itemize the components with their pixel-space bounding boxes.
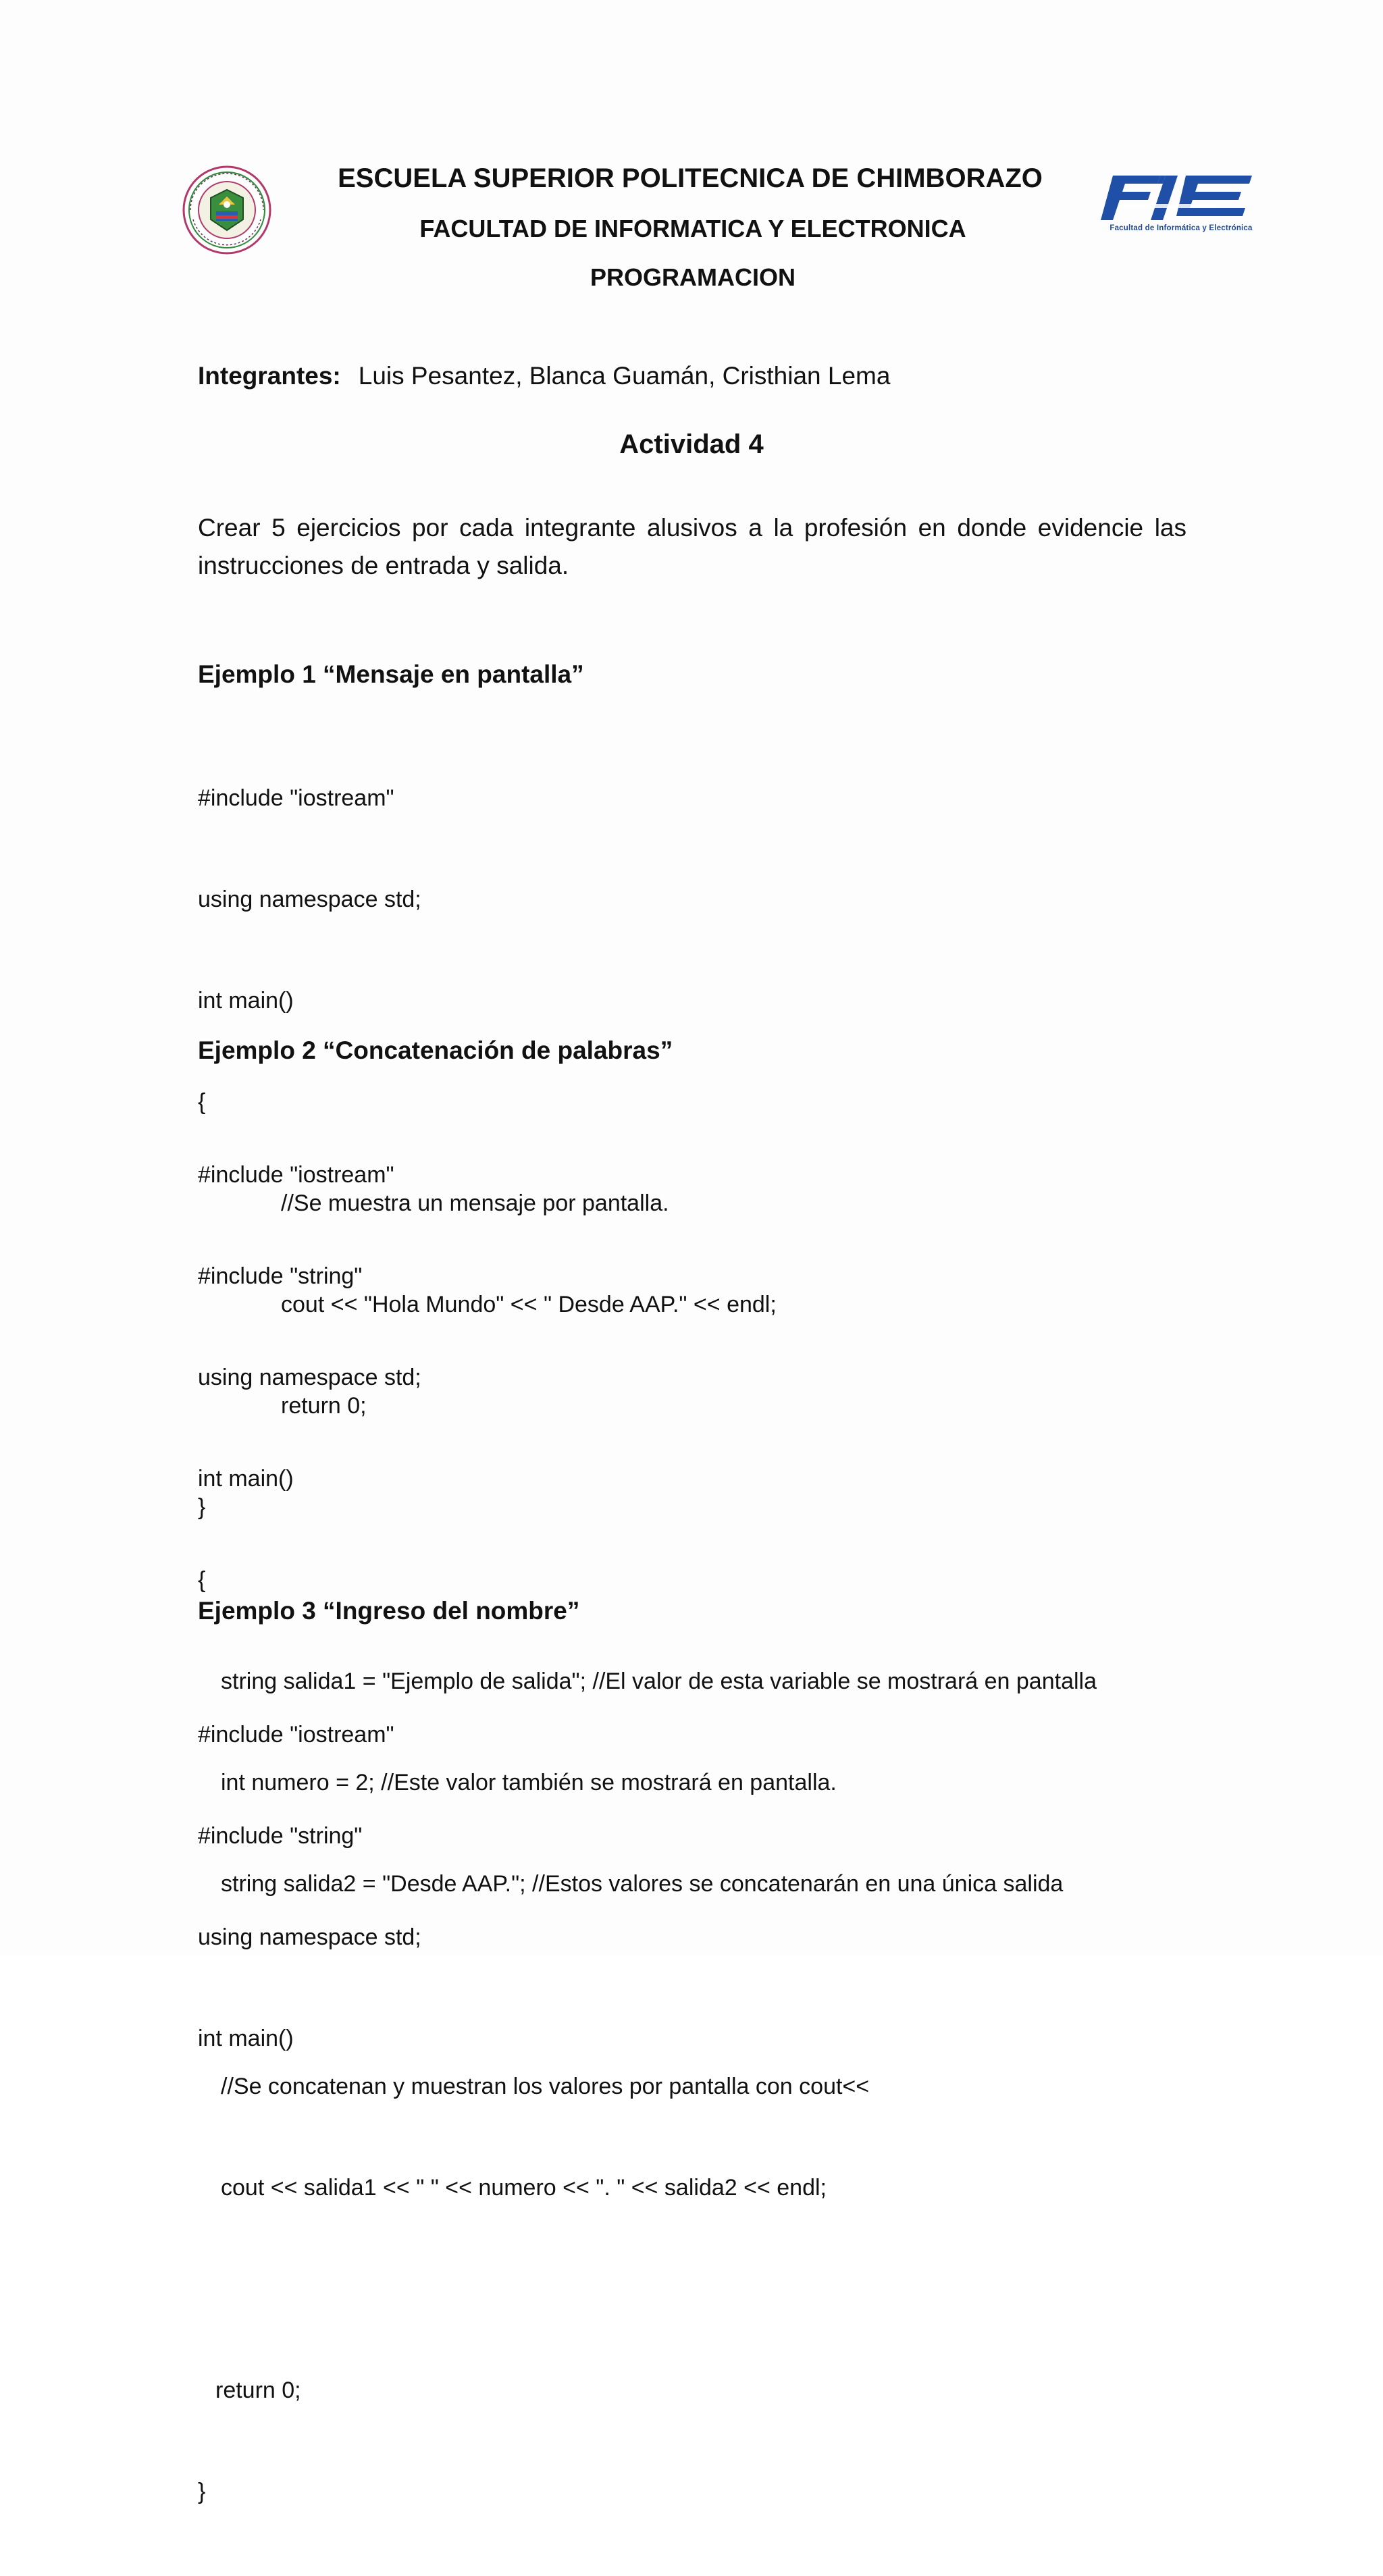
instructions-paragraph: Crear 5 ejercicios por cada integrante alusivos a la profesión en donde evidencie las instrucciones de entrada y salida.: [198, 514, 1186, 579]
example-3-title: Ejemplo 3 “Ingreso del nombre”: [198, 1597, 580, 1625]
code-line: //Se concatenan y muestran los valores por pantalla con cout<<: [221, 2074, 870, 2099]
code-line: cout << salida1 << " " << numero << ". " << salida2 << endl;: [221, 2175, 827, 2201]
fie-logo-caption: Facultad de Informática y Electrónica: [1110, 224, 1253, 232]
code-line: int main(): [198, 2026, 294, 2051]
code-line: [198, 2272, 1097, 2306]
code-line: #include "iostream": [198, 1722, 394, 1747]
integrantes-line: [198, 362, 890, 390]
code-line: string salida1 = "Ejemplo de salida"; //El valor de esta variable se mostrará en pantalla: [221, 1668, 1097, 1694]
example-3-code: [198, 1650, 421, 2123]
code-line: //Se muestra un mensaje por pantalla.: [281, 1190, 669, 1216]
code-line: #include "string": [198, 1263, 363, 1289]
code-line: string salida2 = "Desde AAP."; //Estos valores se concatenarán en una única salida: [221, 1871, 1064, 1897]
code-line: using namespace std;: [198, 1365, 421, 1390]
code-line: int main(): [198, 988, 294, 1014]
example-1-title: Ejemplo 1 “Mensaje en pantalla”: [198, 660, 584, 688]
institution-title: ESCUELA SUPERIOR POLITECNICA DE CHIMBORAZO: [338, 163, 1043, 193]
integrantes-label: Integrantes:: [198, 362, 341, 390]
example-2-title: Ejemplo 2 “Concatenación de palabras”: [198, 1036, 673, 1064]
code-line: cout << "Hola Mundo" << " Desde AAP." << endl;: [281, 1292, 777, 1317]
code-line: {: [198, 1567, 206, 1593]
code-line: #include "string": [198, 1823, 363, 1849]
code-line: return 0;: [281, 1393, 367, 1419]
course-title: PROGRAMACION: [590, 263, 795, 291]
faculty-title: FACULTAD DE INFORMATICA Y ELECTRONICA: [419, 215, 966, 242]
activity-title: Actividad 4: [619, 429, 764, 459]
code-line: #include "iostream": [198, 785, 394, 811]
code-line: int main(): [198, 1466, 294, 1492]
code-line: #include "iostream": [198, 1162, 394, 1188]
integrantes-names: Luis Pesantez, Blanca Guamán, Cristhian Lema: [358, 362, 891, 390]
code-line: return 0;: [215, 2377, 301, 2403]
code-line: {: [198, 1089, 206, 1115]
code-line: int numero = 2; //Este valor también se mostrará en pantalla.: [221, 1770, 837, 1795]
code-line: using namespace std;: [198, 887, 421, 912]
code-line: using namespace std;: [198, 1924, 421, 1950]
code-line: }: [198, 1494, 206, 1520]
code-line: }: [198, 2479, 206, 2504]
